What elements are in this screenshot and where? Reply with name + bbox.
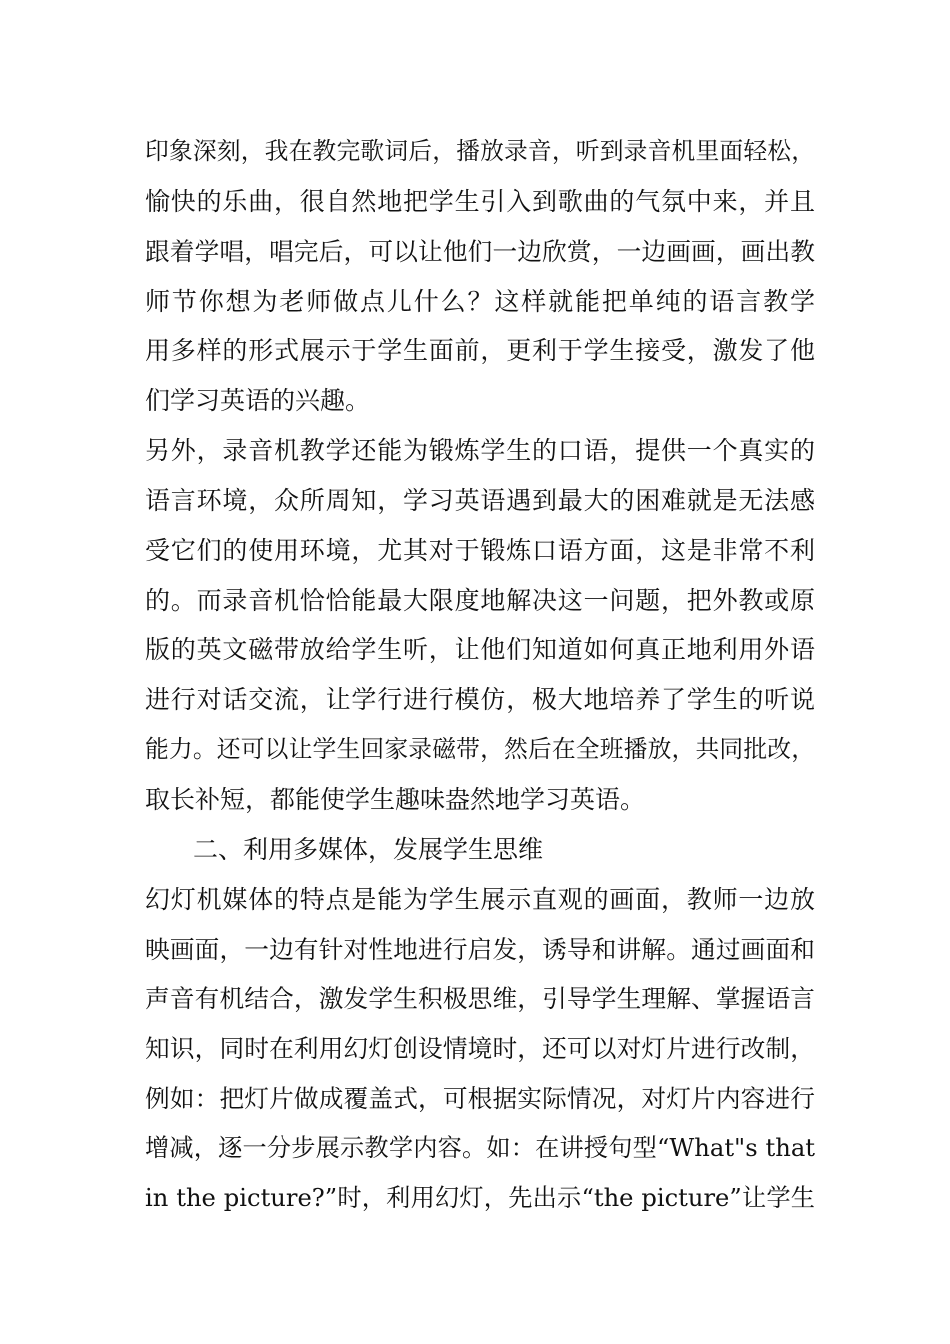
paragraph-3 — [145, 875, 815, 1224]
text-line: 愉快的乐曲，很自然地把学生引入到歌曲的气氛中来，并且 — [145, 186, 815, 216]
text-line: 能力。还可以让学生回家录磁带，然后在全班播放，共同批改， — [145, 735, 815, 764]
document-body — [145, 127, 815, 1224]
text-line: 映画面，一边有针对性地进行启发，诱导和讲解。通过画面和 — [145, 934, 815, 964]
text-line: in the picture?”时，利用幻灯，先出示“the picture”让学生 — [145, 1183, 815, 1212]
text-line: 用多样的形式展示于学生面前，更利于学生接受，激发了他 — [145, 336, 815, 366]
paragraph-2 — [145, 426, 815, 825]
text-line: 印象深刻，我在教完歌词后，播放录音，听到录音机里面轻松， — [145, 137, 815, 165]
text-line: 版的英文磁带放给学生听，让他们知道如何真正地利用外语 — [145, 635, 815, 665]
text-line: 语言环境，众所周知，学习英语遇到最大的困难就是无法感 — [145, 485, 815, 515]
text-line: 另外，录音机教学还能为锻炼学生的口语，提供一个真实的 — [145, 436, 815, 466]
section-heading — [145, 825, 815, 875]
paragraph-1 — [145, 127, 815, 426]
section-heading-text: 二、利用多媒体，发展学生思维 — [193, 834, 544, 864]
text-line: 幻灯机媒体的特点是能为学生展示直观的画面，教师一边放 — [145, 884, 815, 914]
text-line: 跟着学唱，唱完后，可以让他们一边欣赏，一边画画，画出教 — [145, 236, 815, 266]
text-line: 取长补短，都能使学生趣味盎然地学习英语。 — [145, 784, 646, 814]
text-line: 例如：把灯片做成覆盖式，可根据实际情况，对灯片内容进行 — [145, 1084, 815, 1114]
text-line: 声音有机结合，激发学生积极思维，引导学生理解、掌握语言 — [145, 984, 815, 1014]
text-line: 知识，同时在利用幻灯创设情境时，还可以对灯片进行改制， — [145, 1034, 815, 1064]
text-line: 增减，逐一分步展示教学内容。如：在讲授句型“What"s that — [145, 1133, 815, 1162]
text-line: 受它们的使用环境，尤其对于锻炼口语方面，这是非常不利 — [145, 535, 815, 565]
text-line: 师节你想为老师做点儿什么？这样就能把单纯的语言教学 — [145, 286, 815, 316]
text-line: 们学习英语的兴趣。 — [145, 386, 371, 416]
text-line: 的。而录音机恰恰能最大限度地解决这一问题，把外教或原 — [145, 585, 815, 615]
text-line: 进行对话交流，让学行进行模仿，极大地培养了学生的听说 — [145, 685, 815, 715]
